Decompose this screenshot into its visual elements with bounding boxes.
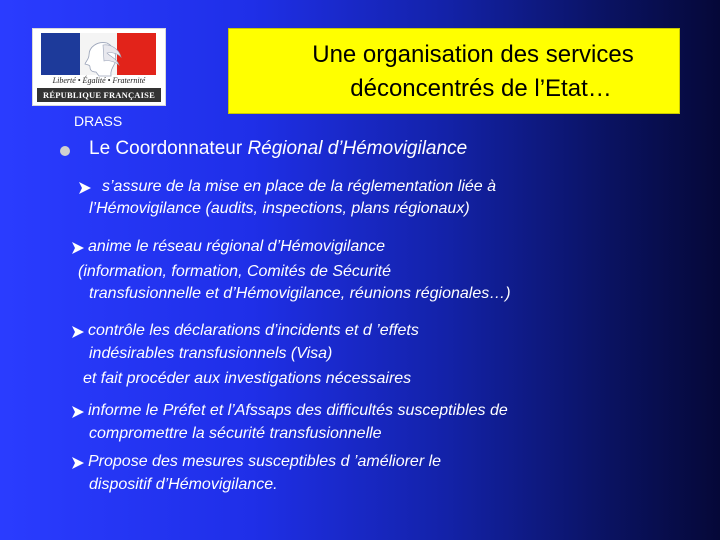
motto-text: Liberté • Égalité • Fraternité <box>52 76 146 85</box>
title-line-1: Une organisation des services <box>312 41 634 68</box>
title-box <box>228 28 680 114</box>
item-3-line-1: contrôle les déclarations d’incidents et d ’effets <box>88 322 419 339</box>
item-3-line-2: indésirables transfusionnels (Visa) <box>89 345 333 362</box>
item-1-line-1: s’assure de la mise en place de la réglementation liée à <box>102 178 497 195</box>
item-2-line-2: (information, formation, Comités de Sécurité <box>78 263 392 280</box>
arrow-bullet-icon <box>78 181 92 195</box>
item-4-line-2: compromettre la sécurité transfusionnelle <box>89 425 382 442</box>
item-2-line-3: transfusionnelle et d’Hémovigilance, réunions régionales…) <box>89 285 511 302</box>
bullet-dot-icon <box>60 146 70 156</box>
arrow-bullet-icon <box>71 405 85 419</box>
heading-prefix: Le Coordonnateur <box>89 138 248 159</box>
drass-label: DRASS <box>74 113 123 129</box>
tricolor-flag-icon <box>41 33 156 75</box>
marianne-profile-icon <box>77 39 123 77</box>
item-2-line-1: anime le réseau régional d’Hémovigilance <box>88 238 386 255</box>
arrow-bullet-icon <box>71 456 85 470</box>
republique-francaise-logo <box>32 28 166 106</box>
item-5-line-2: dispositif d’Hémovigilance. <box>89 476 278 493</box>
republique-francaise-text: RÉPUBLIQUE FRANÇAISE <box>37 88 161 102</box>
arrow-bullet-icon <box>71 325 85 339</box>
heading-italic: Régional d’Hémovigilance <box>247 138 468 159</box>
section-heading <box>89 138 467 160</box>
item-5-line-1: Propose des mesures susceptibles d ’améliorer le <box>88 453 442 470</box>
arrow-bullet-icon <box>71 241 85 255</box>
title-line-2: déconcentrés de l’Etat… <box>350 75 612 102</box>
item-4-line-1: informe le Préfet et l’Afssaps des difficultés susceptibles de <box>88 402 508 419</box>
item-1-line-2: l’Hémovigilance (audits, inspections, plans régionaux) <box>89 200 470 217</box>
item-3-line-3: et fait procéder aux investigations nécessaires <box>83 370 412 387</box>
